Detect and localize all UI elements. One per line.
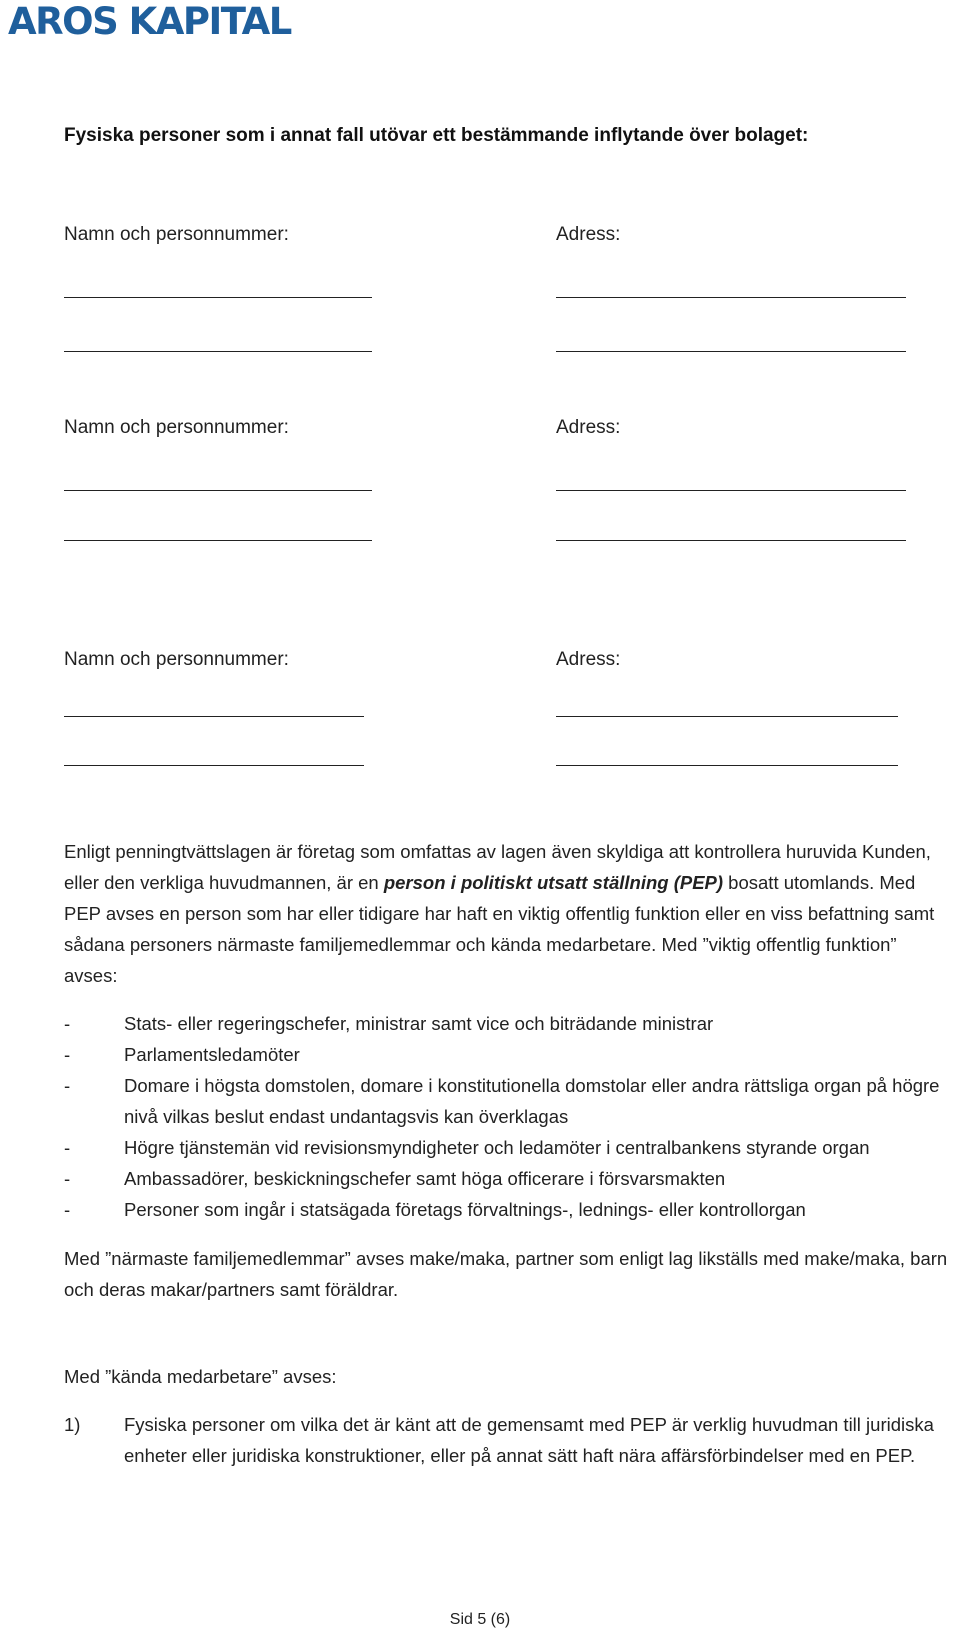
list-item-text: Fysiska personer om vilka det är känt att de gemensamt med PEP är verklig huvudman till juridiska enheter eller juridiska konstruktioner, eller på annat sätt haft nära affärsförbindelser med en PEP. xyxy=(124,1414,934,1466)
pep-text-part1: Enligt penningtvättslagen är företag som omfattas av lagen även skyldiga att kontrollera huruvida Kunden, eller den verkliga huvudmannen, är en xyxy=(64,841,931,893)
list-item-text: Domare i högsta domstolen, domare i konstitutionella domstolar eller andra rättsliga organ på högre nivå vilkas beslut endast undantagsvis kan överklagas xyxy=(124,1075,940,1127)
list-marker: - xyxy=(64,1199,71,1220)
family-paragraph: Med ”närmaste familjemedlemmar” avses make/maka, partner som enligt lag likställs med make/maka, barn och deras makar/partners samt föräldrar. xyxy=(64,1248,948,1300)
list-marker: - xyxy=(64,1168,71,1189)
pep-emphasis: person i politiskt utsatt ställning (PEP) xyxy=(383,872,724,893)
name-label-3: Namn och personnummer: xyxy=(64,649,289,670)
list-item xyxy=(64,1194,960,1225)
list-marker: - xyxy=(64,1044,71,1065)
list-item xyxy=(64,1008,960,1039)
name-blank-line[interactable] xyxy=(64,351,372,352)
list-item xyxy=(64,1163,960,1194)
address-label-2: Adress: xyxy=(556,417,621,438)
address-label-1: Adress: xyxy=(556,224,621,245)
company-logo xyxy=(8,2,291,42)
list-marker: - xyxy=(64,1013,71,1034)
list-item-text: Högre tjänstemän vid revisionsmyndigheter och ledamöter i centralbankens styrande organ xyxy=(124,1137,870,1158)
name-blank-line[interactable] xyxy=(64,490,372,491)
address-blank-line[interactable] xyxy=(556,297,906,298)
address-blank-line[interactable] xyxy=(556,765,898,766)
name-label-2: Namn och personnummer: xyxy=(64,417,289,438)
list-item-text: Personer som ingår i statsägada företags förvaltnings-, lednings- eller kontrollorgan xyxy=(124,1199,806,1220)
list-item xyxy=(64,1409,954,1471)
list-marker: - xyxy=(64,1137,71,1158)
associates-list xyxy=(64,1409,954,1471)
list-marker: 1) xyxy=(64,1414,81,1435)
address-blank-line[interactable] xyxy=(556,716,898,717)
name-label-1: Namn och personnummer: xyxy=(64,224,289,245)
logo-text: AROS KAPITAL xyxy=(8,0,291,43)
name-blank-line[interactable] xyxy=(64,540,372,541)
list-item xyxy=(64,1070,960,1132)
functions-list xyxy=(64,1008,960,1225)
list-item xyxy=(64,1039,960,1070)
pep-text-part2: bosatt utomlands. Med PEP avses en person som har eller tidigare har haft en viktig offentlig funktion eller en viss befattning samt sådana personers närmaste familjemedlemmar och kända medarbetare. Med ”viktig offentlig funktion” avses: xyxy=(64,872,935,986)
associates-heading: Med ”kända medarbetare” avses: xyxy=(64,1366,337,1387)
address-label-3: Adress: xyxy=(556,649,621,670)
name-blank-line[interactable] xyxy=(64,716,364,717)
section-heading: Fysiska personer som i annat fall utövar ett bestämmande inflytande över bolaget: xyxy=(64,125,809,146)
address-blank-line[interactable] xyxy=(556,351,906,352)
list-item-text: Parlamentsledamöter xyxy=(124,1044,300,1065)
page-number: Sid 5 (6) xyxy=(449,1611,511,1628)
name-blank-line[interactable] xyxy=(64,765,364,766)
list-marker: - xyxy=(64,1075,71,1096)
pep-paragraph xyxy=(64,836,954,991)
address-blank-line[interactable] xyxy=(556,490,906,491)
name-blank-line[interactable] xyxy=(64,297,372,298)
list-item-text: Ambassadörer, beskickningschefer samt höga officerare i försvarsmakten xyxy=(124,1168,726,1189)
list-item xyxy=(64,1132,960,1163)
list-item-text: Stats- eller regeringschefer, ministrar samt vice och biträdande ministrar xyxy=(124,1013,714,1034)
address-blank-line[interactable] xyxy=(556,540,906,541)
